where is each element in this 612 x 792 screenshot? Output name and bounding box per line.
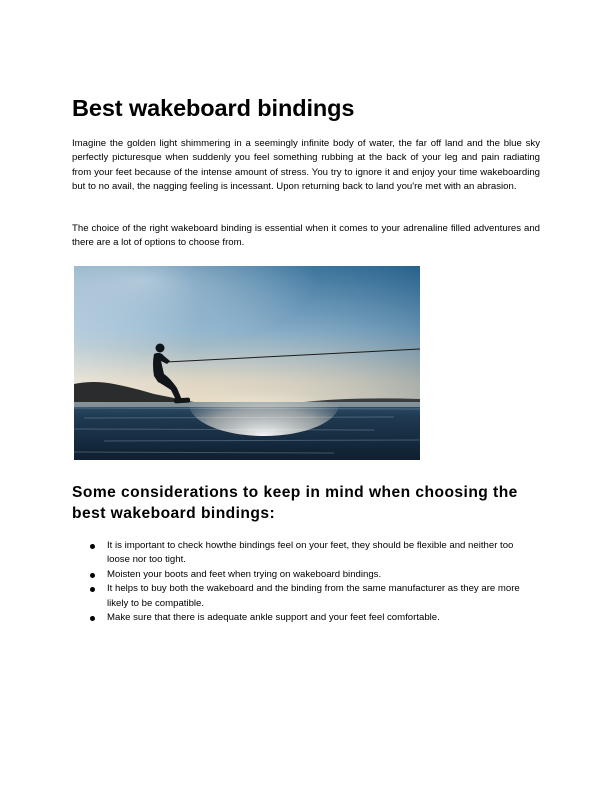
bullet-icon [90, 573, 95, 578]
wakeboard-scene-illustration [74, 266, 420, 460]
intro-paragraph: Imagine the golden light shimmering in a seemingly infinite body of water, the far off land and the blue sky perfectly picturesque when suddenly you feel something rubbing at the back of your leg and pain radiating from your feet because of the intense amount of stress. You try to ignore it and enjoy your time wakeboarding but to no avail, the nagging feeling is incessant. Upon returning back to land you're met with an abrasion. [72, 138, 540, 193]
considerations-heading: Some considerations to keep in mind when choosing the best wakeboard bindings: [72, 484, 518, 522]
bullet-icon [90, 544, 95, 549]
list-item-text: It helps to buy both the wakeboard and the binding from the same manufacturer as they are more likely to be compatible. [107, 583, 520, 609]
list-item [72, 568, 522, 582]
wakeboarder-photo [74, 266, 420, 460]
choice-paragraph: The choice of the right wakeboard binding is essential when it comes to your adrenaline filled adventures and there are a lot of options to choose from. [72, 223, 540, 249]
bullet-icon [90, 587, 95, 592]
bullet-icon [90, 616, 95, 621]
list-item-text: It is important to check howthe bindings feel on your feet, they should be flexible and neither too loose nor too tight. [107, 540, 514, 566]
list-item-text: Moisten your boots and feet when trying on wakeboard bindings. [107, 568, 382, 580]
list-item-text: Make sure that there is adequate ankle support and your feet feel comfortable. [107, 612, 440, 624]
list-item [72, 611, 522, 625]
considerations-list [72, 539, 540, 625]
list-item [72, 539, 522, 568]
page-title: Best wakeboard bindings [72, 95, 355, 121]
list-item [72, 582, 522, 611]
